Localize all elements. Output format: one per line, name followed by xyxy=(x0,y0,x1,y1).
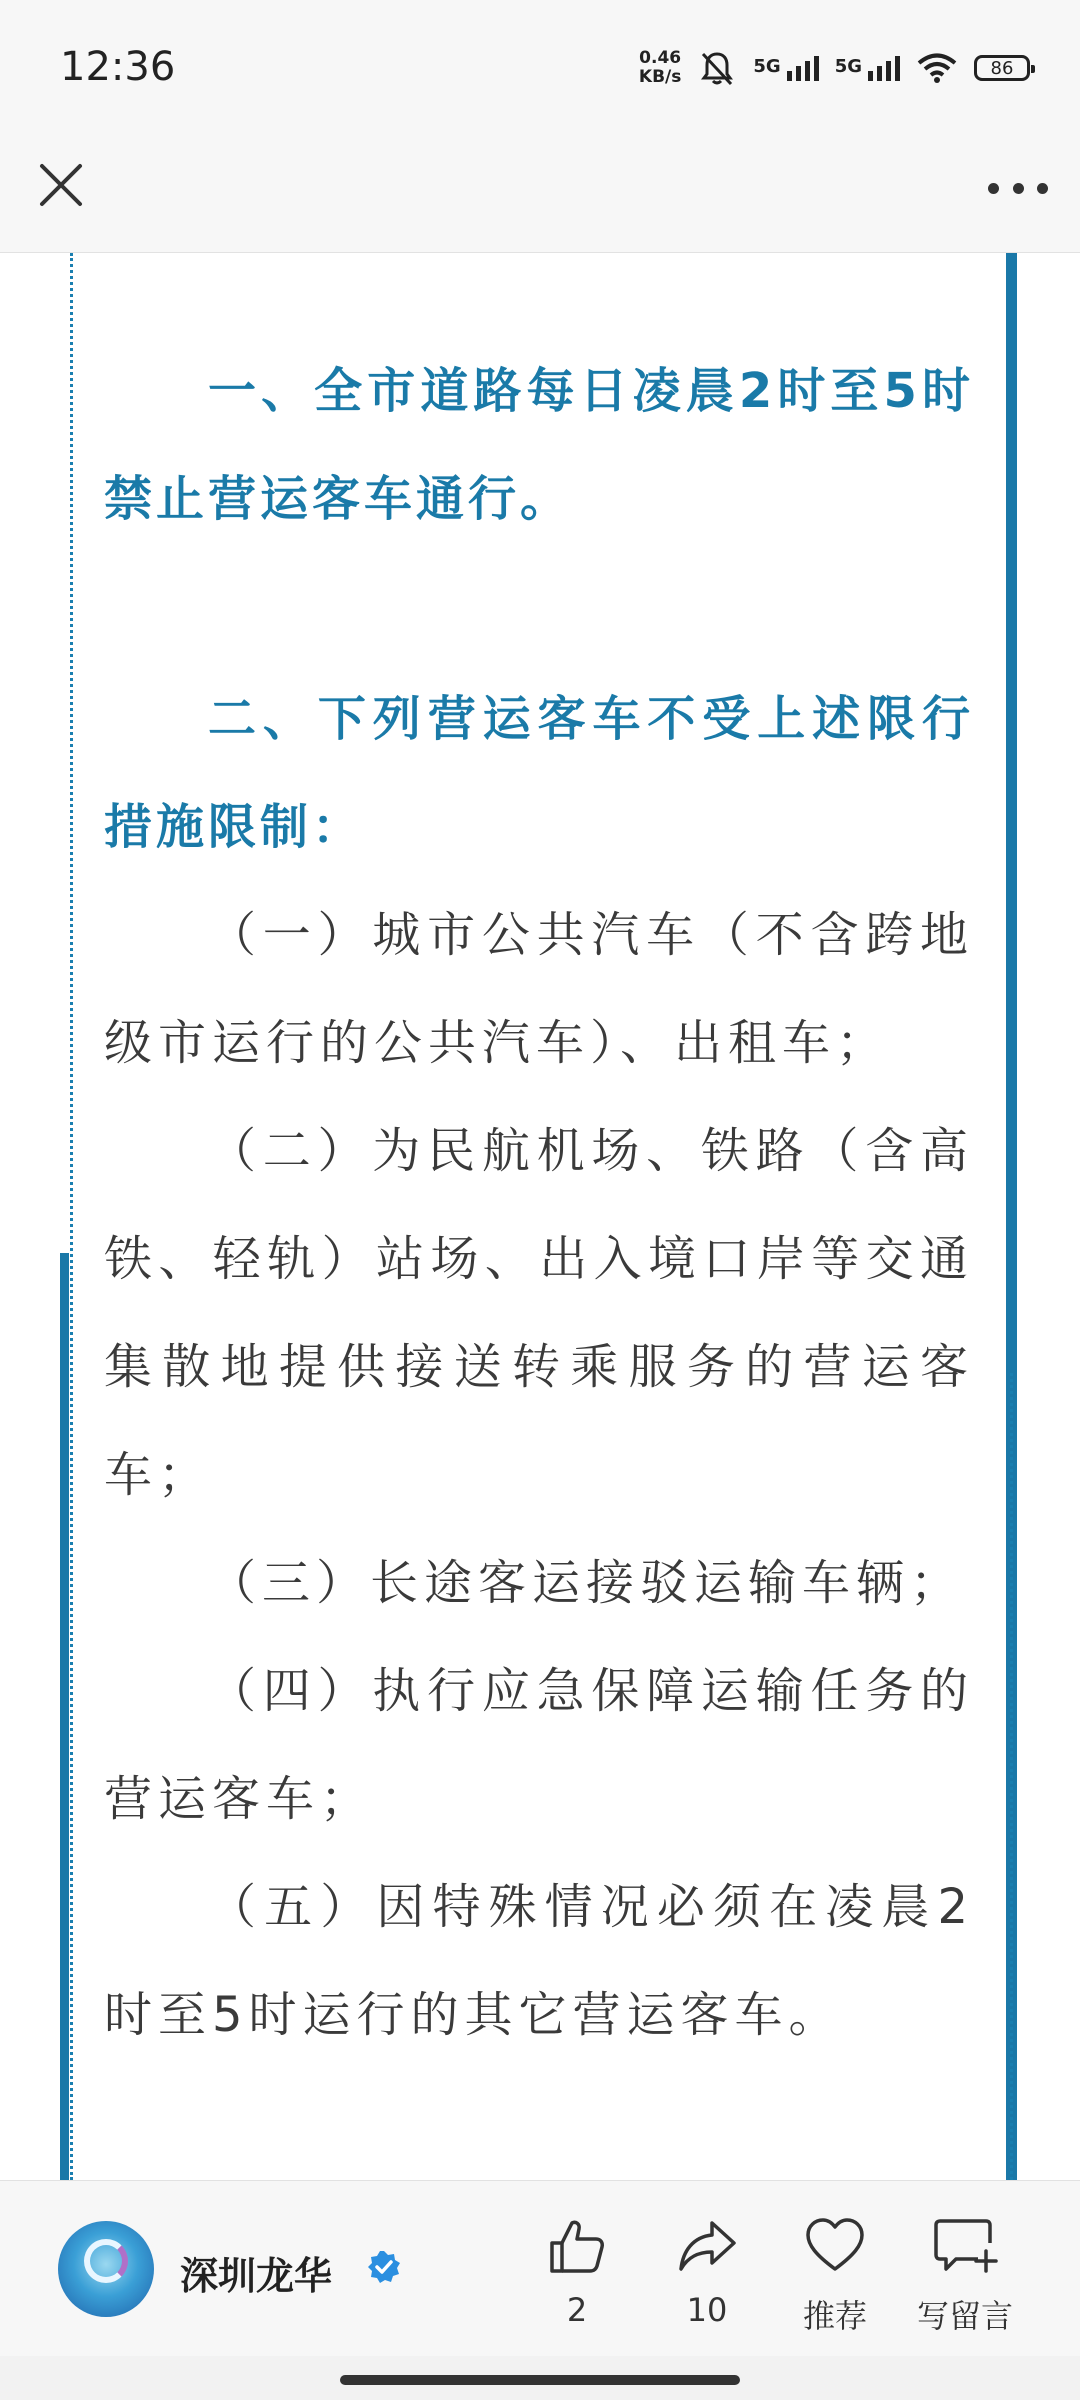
share-count: 10 xyxy=(686,2291,728,2329)
article-heading-1: 一、全市道路每日凌晨2时至5时禁止营运客车通行。 xyxy=(104,363,974,527)
battery-icon xyxy=(974,55,1030,81)
comment-label: 写留言 xyxy=(916,2297,1013,2335)
article-content xyxy=(104,337,974,2069)
article-heading-2: 二、下列营运客车不受上述限行措施限制： xyxy=(104,691,974,855)
article-item-3: （三）长途客运接驳运输车辆； xyxy=(208,1555,965,1611)
status-icons xyxy=(639,48,1030,88)
thumbs-up-icon xyxy=(546,2215,608,2277)
share-button[interactable] xyxy=(652,2215,762,2329)
status-bar xyxy=(0,0,1080,140)
heart-icon xyxy=(804,2215,866,2277)
more-icon[interactable] xyxy=(988,168,1048,208)
frame-border xyxy=(1010,1373,1013,2180)
verified-icon xyxy=(366,2249,402,2285)
net-speed xyxy=(639,49,681,87)
comment-button[interactable] xyxy=(910,2215,1020,2337)
share-icon xyxy=(676,2215,738,2277)
sim2-label: 5G xyxy=(834,55,862,77)
mute-bell-icon xyxy=(697,48,737,88)
sim1-label: 5G xyxy=(753,55,781,77)
article-item-1: （一）城市公共汽车（不含跨地级市运行的公共汽车）、出租车； xyxy=(104,907,974,1071)
signal-icon xyxy=(753,56,818,81)
article-item-4: （四）执行应急保障运输任务的营运客车； xyxy=(104,1663,974,1827)
frame-border xyxy=(60,1253,69,2180)
like-count: 2 xyxy=(566,2291,588,2329)
status-time: 12:36 xyxy=(60,44,176,90)
like-button[interactable] xyxy=(522,2215,632,2329)
comment-icon xyxy=(932,2215,998,2277)
logo-icon xyxy=(84,2239,128,2283)
avatar[interactable] xyxy=(58,2221,154,2317)
article-item-5: （五）因特殊情况必须在凌晨2时至5时运行的其它营运客车。 xyxy=(104,1879,974,2043)
home-indicator[interactable] xyxy=(340,2375,740,2385)
net-speed-unit: KB/s xyxy=(638,67,682,87)
frame-border xyxy=(70,253,73,2180)
recommend-label: 推荐 xyxy=(802,2297,867,2335)
article-body xyxy=(0,253,1080,2180)
article-item-2: （二）为民航机场、铁路（含高铁、轻轨）站场、出入境口岸等交通集散地提供接送转乘服务的营运客车； xyxy=(104,1123,974,1503)
signal-icon xyxy=(835,56,900,81)
account-name[interactable]: 深圳龙华 xyxy=(180,2254,333,2298)
bottom-action-bar xyxy=(0,2180,1080,2357)
close-icon[interactable] xyxy=(36,160,86,210)
recommend-button[interactable] xyxy=(780,2215,890,2337)
net-speed-value: 0.46 xyxy=(639,48,682,68)
battery-level: 86 xyxy=(990,57,1014,79)
wifi-icon xyxy=(916,52,958,84)
article-header xyxy=(0,140,1080,253)
